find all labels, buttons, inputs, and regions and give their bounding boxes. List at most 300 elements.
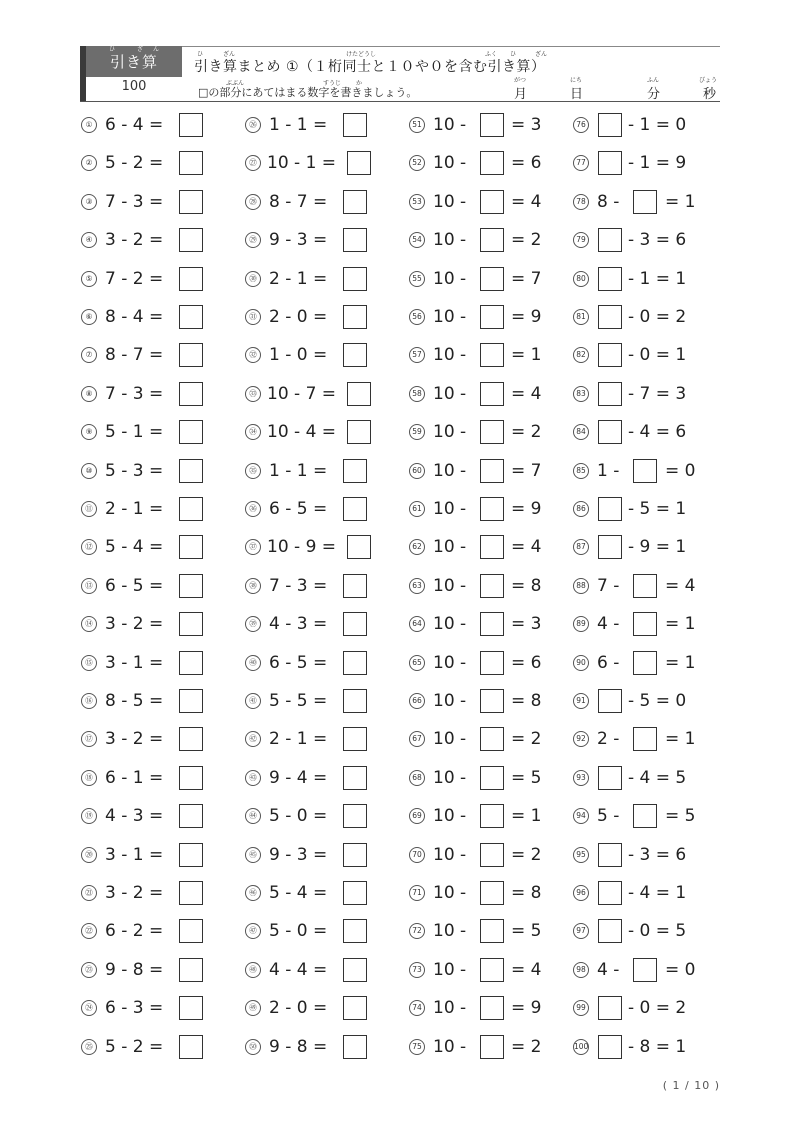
problem-row: [409, 840, 579, 870]
problem-row: [409, 801, 579, 831]
answer-box[interactable]: [179, 305, 203, 329]
header-rule-bottom: [80, 101, 720, 102]
problem-number: 65: [409, 655, 425, 671]
answer-box[interactable]: [598, 228, 622, 252]
problem-number: ㊱: [245, 501, 261, 517]
answer-box[interactable]: [480, 881, 504, 905]
problem-number: ㉜: [245, 347, 261, 363]
answer-box[interactable]: [598, 843, 622, 867]
problem-number: ⑫: [81, 539, 97, 555]
answer-box[interactable]: [480, 151, 504, 175]
problem-number: ㉑: [81, 885, 97, 901]
problem-row: [245, 955, 415, 985]
problem-result: = 9: [511, 307, 542, 327]
problem-number: ㊶: [245, 693, 261, 709]
answer-box[interactable]: [480, 535, 504, 559]
problem-number: ㊾: [245, 1000, 261, 1016]
problem-expression: 9 - 8 =: [105, 959, 164, 980]
answer-box[interactable]: [343, 343, 367, 367]
problem-expression: 5 - 2 =: [105, 1036, 164, 1057]
answer-box[interactable]: [480, 612, 504, 636]
answer-box[interactable]: [343, 190, 367, 214]
problem-row: [409, 763, 579, 793]
problem-number: 53: [409, 194, 425, 210]
answer-box[interactable]: [179, 843, 203, 867]
problem-row: [573, 148, 743, 178]
page-number: ( 1 / 10 ): [662, 1079, 720, 1092]
answer-box[interactable]: [179, 727, 203, 751]
problem-row: [245, 417, 415, 447]
problem-expression: 2 - 0 =: [269, 307, 328, 327]
problem-number: 68: [409, 770, 425, 786]
answer-box[interactable]: [179, 343, 203, 367]
problem-expression: 10 -: [433, 921, 467, 942]
problem-number: ㊼: [245, 923, 261, 939]
badge-ruby: ひ ざん: [109, 46, 169, 53]
problem-row: [81, 571, 251, 601]
answer-box[interactable]: [179, 228, 203, 252]
problem-number: 72: [409, 923, 425, 939]
answer-box[interactable]: [343, 919, 367, 943]
problem-row: [81, 494, 251, 524]
problem-number: 99: [573, 1000, 589, 1016]
problem-result: - 0 = 2: [628, 307, 687, 327]
answer-box[interactable]: [633, 612, 657, 636]
problem-number: ⑨: [81, 424, 97, 440]
answer-box[interactable]: [343, 843, 367, 867]
problem-row: [81, 648, 251, 678]
answer-box[interactable]: [179, 804, 203, 828]
problem-row: [573, 955, 743, 985]
answer-box[interactable]: [343, 574, 367, 598]
problem-expression: 10 -: [433, 767, 467, 788]
month-field[interactable]: 月: [514, 87, 528, 102]
problem-number: ㊸: [245, 770, 261, 786]
problem-number: ㉙: [245, 232, 261, 248]
answer-box[interactable]: [633, 190, 657, 214]
problem-row: [409, 264, 579, 294]
answer-box[interactable]: [343, 727, 367, 751]
title-ruby: ひ: [197, 51, 204, 58]
answer-box[interactable]: [179, 651, 203, 675]
problem-number: 55: [409, 271, 425, 287]
problem-row: [245, 302, 415, 332]
problem-row: [245, 993, 415, 1023]
day-field[interactable]: 日: [570, 87, 584, 102]
answer-box[interactable]: [179, 190, 203, 214]
problem-expression: 9 - 4 =: [269, 767, 328, 788]
answer-box[interactable]: [633, 574, 657, 598]
problem-expression: 9 - 8 =: [269, 1036, 328, 1057]
problem-row: [409, 648, 579, 678]
answer-box[interactable]: [343, 766, 367, 790]
problem-row: [573, 686, 743, 716]
answer-box[interactable]: [179, 420, 203, 444]
problem-row: [409, 686, 579, 716]
problem-expression: 6 - 5 =: [105, 575, 164, 596]
problem-row: [409, 340, 579, 370]
answer-box[interactable]: [480, 689, 504, 713]
problem-row: [81, 187, 251, 217]
problem-row: [409, 494, 579, 524]
problem-expression: 3 - 2 =: [105, 230, 164, 251]
answer-box[interactable]: [343, 996, 367, 1020]
problem-expression: 7 - 2 =: [105, 268, 164, 289]
problem-row: [573, 609, 743, 639]
answer-box[interactable]: [343, 497, 367, 521]
problem-result: = 1: [665, 652, 696, 673]
answer-box[interactable]: [480, 497, 504, 521]
problem-result: = 0: [665, 460, 696, 481]
problem-expression: 5 - 5 =: [269, 691, 328, 711]
problem-number: ㉓: [81, 962, 97, 978]
problem-row: [81, 264, 251, 294]
problem-number: ④: [81, 232, 97, 248]
answer-box[interactable]: [633, 958, 657, 982]
answer-box[interactable]: [480, 420, 504, 444]
answer-box[interactable]: [480, 958, 504, 982]
answer-box[interactable]: [179, 574, 203, 598]
answer-box[interactable]: [343, 612, 367, 636]
problem-expression: 10 -: [433, 883, 467, 903]
problem-row: [409, 302, 579, 332]
answer-box[interactable]: [179, 113, 203, 137]
answer-box[interactable]: [179, 612, 203, 636]
problem-expression: 7 - 3 =: [269, 575, 328, 596]
answer-box[interactable]: [598, 919, 622, 943]
answer-box[interactable]: [480, 919, 504, 943]
problem-number: 73: [409, 962, 425, 978]
problem-number: 89: [573, 616, 589, 632]
problem-expression: 3 - 2 =: [105, 883, 164, 903]
problem-result: = 9: [511, 499, 542, 519]
problem-row: [245, 763, 415, 793]
problem-number: ㊿: [245, 1039, 261, 1055]
problem-number: 56: [409, 309, 425, 325]
problem-expression: 2 -: [597, 729, 620, 750]
answer-box[interactable]: [343, 113, 367, 137]
second-field[interactable]: 秒: [703, 87, 717, 102]
problem-expression: 6 - 3 =: [105, 998, 164, 1019]
problem-number: ㊷: [245, 731, 261, 747]
problem-result: = 2: [511, 844, 542, 865]
problem-result: = 4: [511, 959, 542, 980]
problem-expression: 10 -: [433, 691, 467, 711]
problem-number: ㊴: [245, 616, 261, 632]
title-ruby: ざん: [535, 51, 548, 58]
answer-box[interactable]: [480, 113, 504, 137]
answer-box[interactable]: [598, 996, 622, 1020]
minute-ruby: ふん: [647, 77, 660, 84]
answer-box[interactable]: [480, 651, 504, 675]
answer-box[interactable]: [343, 881, 367, 905]
answer-box[interactable]: [343, 267, 367, 291]
minute-field[interactable]: 分: [647, 87, 661, 102]
problem-number: ㉗: [245, 155, 261, 171]
answer-box[interactable]: [633, 727, 657, 751]
problem-number: ⑲: [81, 808, 97, 824]
problem-number: 62: [409, 539, 425, 555]
problem-expression: 5 -: [597, 806, 620, 827]
problem-expression: 3 - 2 =: [105, 729, 164, 750]
problem-number: ㊻: [245, 885, 261, 901]
problem-row: [81, 686, 251, 716]
problem-row: [245, 878, 415, 908]
problem-number: 64: [409, 616, 425, 632]
answer-box[interactable]: [480, 1035, 504, 1059]
problem-result: = 2: [511, 1036, 542, 1057]
problem-expression: 6 - 2 =: [105, 921, 164, 942]
answer-box[interactable]: [179, 689, 203, 713]
problem-row: [81, 955, 251, 985]
problem-number: 98: [573, 962, 589, 978]
problem-expression: 10 - 9 =: [267, 537, 337, 558]
answer-box[interactable]: [598, 420, 622, 444]
answer-box[interactable]: [480, 343, 504, 367]
problem-number: 91: [573, 693, 589, 709]
answer-box[interactable]: [343, 804, 367, 828]
answer-box[interactable]: [343, 459, 367, 483]
problem-result: = 8: [511, 575, 542, 596]
problem-row: [81, 609, 251, 639]
problem-expression: 5 - 2 =: [105, 153, 164, 174]
problem-number: ㉝: [245, 386, 261, 402]
second-ruby: びょう: [699, 77, 718, 84]
problem-row: [573, 340, 743, 370]
answer-box[interactable]: [480, 843, 504, 867]
problem-expression: 6 - 4 =: [105, 115, 164, 135]
problem-number: 59: [409, 424, 425, 440]
answer-box[interactable]: [480, 267, 504, 291]
answer-box[interactable]: [343, 305, 367, 329]
problem-expression: 3 - 2 =: [105, 614, 164, 635]
problem-row: [573, 110, 743, 140]
problem-result: = 1: [665, 614, 696, 635]
problem-number: 84: [573, 424, 589, 440]
problem-result: = 5: [511, 921, 542, 942]
problem-row: [81, 878, 251, 908]
answer-box[interactable]: [179, 382, 203, 406]
problem-number: 78: [573, 194, 589, 210]
problem-number: ②: [81, 155, 97, 171]
answer-box[interactable]: [598, 881, 622, 905]
problem-row: [245, 686, 415, 716]
problem-expression: 6 -: [597, 652, 620, 673]
answer-box[interactable]: [179, 919, 203, 943]
answer-box[interactable]: [480, 574, 504, 598]
problem-number: 83: [573, 386, 589, 402]
problem-result: = 5: [665, 806, 696, 827]
problem-row: [409, 110, 579, 140]
problem-number: ㉕: [81, 1039, 97, 1055]
answer-box[interactable]: [480, 228, 504, 252]
problem-number: 96: [573, 885, 589, 901]
answer-box[interactable]: [343, 228, 367, 252]
answer-box[interactable]: [343, 958, 367, 982]
answer-box[interactable]: [480, 727, 504, 751]
answer-box[interactable]: [179, 1035, 203, 1059]
problem-row: [409, 955, 579, 985]
answer-box[interactable]: [343, 651, 367, 675]
answer-box[interactable]: [598, 382, 622, 406]
problem-number: ㉚: [245, 271, 261, 287]
answer-box[interactable]: [343, 1035, 367, 1059]
answer-box[interactable]: [633, 804, 657, 828]
problem-row: [245, 456, 415, 486]
problem-expression: 10 -: [433, 460, 467, 481]
instruction-text: □の部分にあてはまる数字を書きましょう。: [198, 86, 418, 99]
problem-row: [573, 878, 743, 908]
answer-box[interactable]: [179, 497, 203, 521]
answer-box[interactable]: [480, 804, 504, 828]
problem-expression: 10 -: [433, 115, 467, 135]
problem-result: = 2: [511, 422, 542, 443]
problem-row: [409, 148, 579, 178]
answer-box[interactable]: [633, 651, 657, 675]
problem-row: [245, 532, 415, 562]
problem-row: [409, 993, 579, 1023]
answer-box[interactable]: [179, 459, 203, 483]
answer-box[interactable]: [480, 766, 504, 790]
answer-box[interactable]: [598, 497, 622, 521]
problem-number: 86: [573, 501, 589, 517]
problem-result: = 1: [665, 729, 696, 750]
problem-number: 69: [409, 808, 425, 824]
problem-expression: 10 -: [433, 959, 467, 980]
answer-box[interactable]: [633, 459, 657, 483]
problem-expression: 4 -: [597, 614, 620, 635]
answer-box[interactable]: [179, 881, 203, 905]
problem-expression: 10 - 1 =: [267, 153, 337, 174]
problem-row: [573, 417, 743, 447]
problem-expression: 5 - 0 =: [269, 806, 328, 827]
answer-box[interactable]: [598, 343, 622, 367]
problem-row: [573, 648, 743, 678]
answer-box[interactable]: [179, 151, 203, 175]
problem-expression: 4 - 3 =: [105, 806, 164, 827]
problem-number: ㊵: [245, 655, 261, 671]
problem-number: ㉖: [245, 117, 261, 133]
problem-row: [573, 993, 743, 1023]
problem-number: ⑥: [81, 309, 97, 325]
answer-box[interactable]: [480, 996, 504, 1020]
answer-box[interactable]: [598, 267, 622, 291]
problem-number: ⑬: [81, 578, 97, 594]
answer-box[interactable]: [480, 459, 504, 483]
answer-box[interactable]: [179, 996, 203, 1020]
answer-box[interactable]: [598, 113, 622, 137]
answer-box[interactable]: [343, 689, 367, 713]
problem-expression: 10 -: [433, 307, 467, 327]
answer-box[interactable]: [179, 267, 203, 291]
problem-expression: 10 -: [433, 268, 467, 289]
problem-expression: 10 -: [433, 844, 467, 865]
problem-expression: 10 -: [433, 499, 467, 519]
answer-box[interactable]: [347, 151, 371, 175]
problem-number: ㊽: [245, 962, 261, 978]
problem-expression: 10 -: [433, 537, 467, 558]
problem-row: [245, 340, 415, 370]
problem-result: - 8 = 1: [628, 1036, 687, 1057]
answer-box[interactable]: [179, 535, 203, 559]
problem-expression: 2 - 1 =: [269, 729, 328, 750]
problem-number: ㉘: [245, 194, 261, 210]
answer-box[interactable]: [598, 766, 622, 790]
problem-row: [573, 379, 743, 409]
answer-box[interactable]: [347, 420, 371, 444]
problem-number: ㉛: [245, 309, 261, 325]
problem-row: [81, 456, 251, 486]
answer-box[interactable]: [347, 382, 371, 406]
problem-expression: 3 - 1 =: [105, 652, 164, 673]
problem-expression: 9 - 3 =: [269, 230, 328, 251]
problem-result: = 6: [511, 153, 542, 174]
problem-row: [573, 724, 743, 754]
problem-expression: 10 -: [433, 652, 467, 673]
problem-row: [409, 1032, 579, 1062]
problem-row: [81, 302, 251, 332]
answer-box[interactable]: [179, 766, 203, 790]
answer-box[interactable]: [179, 958, 203, 982]
problem-expression: 7 - 3 =: [105, 191, 164, 212]
problem-expression: 10 -: [433, 230, 467, 251]
problem-number: 92: [573, 731, 589, 747]
problem-number: 94: [573, 808, 589, 824]
problem-result: - 4 = 1: [628, 883, 687, 903]
problem-number: 52: [409, 155, 425, 171]
problem-result: = 3: [511, 115, 542, 135]
problem-expression: 2 - 1 =: [105, 499, 164, 519]
problem-result: = 2: [511, 230, 542, 251]
problem-row: [245, 264, 415, 294]
problem-expression: 5 - 3 =: [105, 460, 164, 481]
problem-number: ⑳: [81, 847, 97, 863]
answer-box[interactable]: [598, 689, 622, 713]
problem-row: [409, 379, 579, 409]
problem-result: = 1: [511, 345, 542, 366]
problem-expression: 10 - 7 =: [267, 383, 337, 404]
problem-row: [409, 724, 579, 754]
problem-row: [81, 840, 251, 870]
answer-box[interactable]: [480, 382, 504, 406]
answer-box[interactable]: [347, 535, 371, 559]
answer-box[interactable]: [598, 535, 622, 559]
problem-row: [245, 724, 415, 754]
problem-row: [573, 225, 743, 255]
problem-expression: 5 - 1 =: [105, 422, 164, 443]
answer-box[interactable]: [598, 151, 622, 175]
problem-row: [245, 801, 415, 831]
problem-row: [245, 1032, 415, 1062]
problem-result: = 2: [511, 729, 542, 750]
problem-number: 60: [409, 463, 425, 479]
problem-result: - 1 = 9: [628, 153, 687, 174]
answer-box[interactable]: [598, 305, 622, 329]
problem-expression: 5 - 0 =: [269, 921, 328, 942]
problem-number: 97: [573, 923, 589, 939]
answer-box[interactable]: [480, 190, 504, 214]
answer-box[interactable]: [598, 1035, 622, 1059]
problem-number: ㊺: [245, 847, 261, 863]
problem-result: - 5 = 1: [628, 499, 687, 519]
problem-expression: 4 -: [597, 959, 620, 980]
problem-row: [81, 993, 251, 1023]
answer-box[interactable]: [480, 305, 504, 329]
problem-row: [409, 225, 579, 255]
problem-number: 87: [573, 539, 589, 555]
problem-row: [81, 110, 251, 140]
problem-expression: 3 - 1 =: [105, 844, 164, 865]
